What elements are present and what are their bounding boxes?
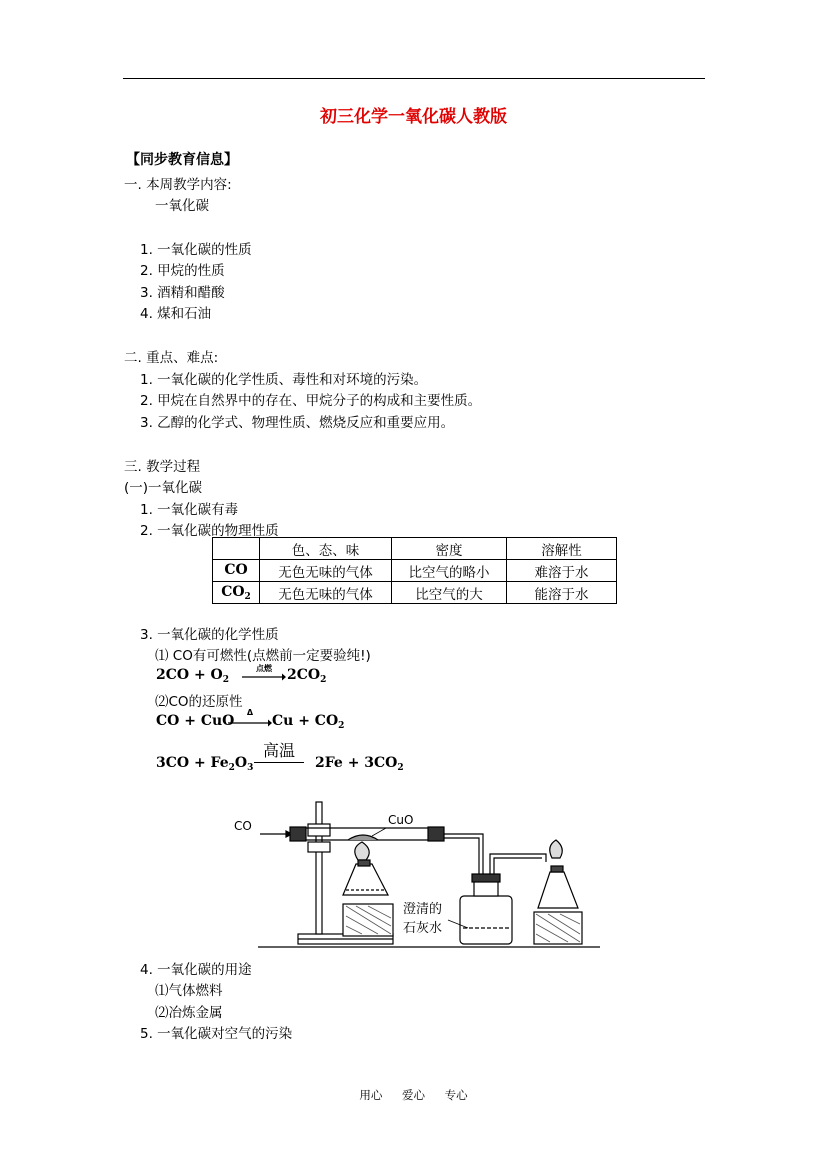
equation-product: $Cu + CO_2$ <box>272 713 345 731</box>
table-cell-label: CO <box>213 560 260 582</box>
part3-subheading: (一)一氧化碳 <box>124 480 203 496</box>
list-item: 3. 乙醇的化学式、物理性质、燃烧反应和重要应用。 <box>140 415 455 431</box>
table-cell: 能溶于水 <box>507 582 617 604</box>
footer-text: 用心 <box>359 1088 383 1102</box>
condition-label: 点燃 <box>256 664 272 673</box>
diagram-label-limewater-1: 澄清的 <box>403 902 443 917</box>
equation-reduction-cuo: CO + CuO <box>156 713 235 729</box>
table-header-cell <box>213 538 260 560</box>
list-item: 4. 一氧化碳的用途 <box>140 962 252 978</box>
use-item: ⑴气体燃料 <box>155 983 223 999</box>
footer-text: 专心 <box>444 1088 468 1102</box>
table-cell-label: $CO_2$ <box>213 582 260 604</box>
table-row <box>213 560 617 582</box>
list-item: 2. 一氧化碳的物理性质 <box>140 523 279 539</box>
reaction-arrow-icon <box>242 672 286 682</box>
table-header-cell: 色、态、味 <box>260 538 392 560</box>
list-item: 4. 煤和石油 <box>140 306 212 322</box>
properties-table <box>212 537 617 604</box>
header-rule <box>123 78 705 79</box>
diagram-label-limewater-2: 石灰水 <box>403 921 443 936</box>
part2-heading: 二. 重点、难点: <box>124 350 219 366</box>
section-header: 【同步教育信息】 <box>126 152 238 168</box>
reaction-line <box>254 762 304 763</box>
condition-label: 高温 <box>262 741 295 760</box>
reaction-arrow-icon <box>228 718 272 728</box>
property-combustible: ⑴ CO有可燃性(点燃前一定要验纯!) <box>155 648 371 664</box>
table-cell: 比空气的略小 <box>392 560 507 582</box>
footer-text: 爱心 <box>402 1088 425 1102</box>
list-item: 1. 一氧化碳的性质 <box>140 242 252 258</box>
table-cell: 无色无味的气体 <box>260 560 392 582</box>
apparatus-diagram <box>228 800 603 952</box>
equation-product: $2CO_2$ <box>287 667 327 685</box>
table-cell: 无色无味的气体 <box>260 582 392 604</box>
list-item: 1. 一氧化碳的化学性质、毒性和对环境的污染。 <box>140 372 428 388</box>
list-item: 5. 一氧化碳对空气的污染 <box>140 1026 293 1042</box>
part1-subject: 一氧化碳 <box>155 198 209 214</box>
condition-label: Δ <box>246 708 254 717</box>
table-header-row <box>213 538 617 560</box>
table-header-cell: 密度 <box>392 538 507 560</box>
list-item: 2. 甲烷在自然界中的存在、甲烷分子的构成和主要性质。 <box>140 393 482 409</box>
table-row <box>213 582 617 604</box>
part3-heading: 三. 教学过程 <box>124 459 201 475</box>
part1-heading: 一. 本周教学内容: <box>124 177 232 193</box>
page-title: 初三化学一氧化碳人教版 <box>320 107 507 127</box>
equation-reduction-fe2o3: $3CO + Fe_2O_3$ <box>156 755 254 773</box>
list-item: 2. 甲烷的性质 <box>140 263 225 279</box>
equation-product: $2Fe + 3CO_2$ <box>315 755 404 773</box>
list-item: 3. 一氧化碳的化学性质 <box>140 627 279 643</box>
use-item: ⑵冶炼金属 <box>155 1005 223 1021</box>
list-item: 1. 一氧化碳有毒 <box>140 502 239 518</box>
page-footer <box>0 1087 827 1103</box>
property-reducing: ⑵CO的还原性 <box>155 694 243 710</box>
table-header-cell: 溶解性 <box>507 538 617 560</box>
diagram-label-co: CO <box>234 819 252 833</box>
list-item: 3. 酒精和醋酸 <box>140 285 225 301</box>
table-cell: 难溶于水 <box>507 560 617 582</box>
equation-combustion: $2CO + O_2$ <box>156 667 230 685</box>
table-cell: 比空气的大 <box>392 582 507 604</box>
diagram-label-cuo: CuO <box>388 813 414 827</box>
